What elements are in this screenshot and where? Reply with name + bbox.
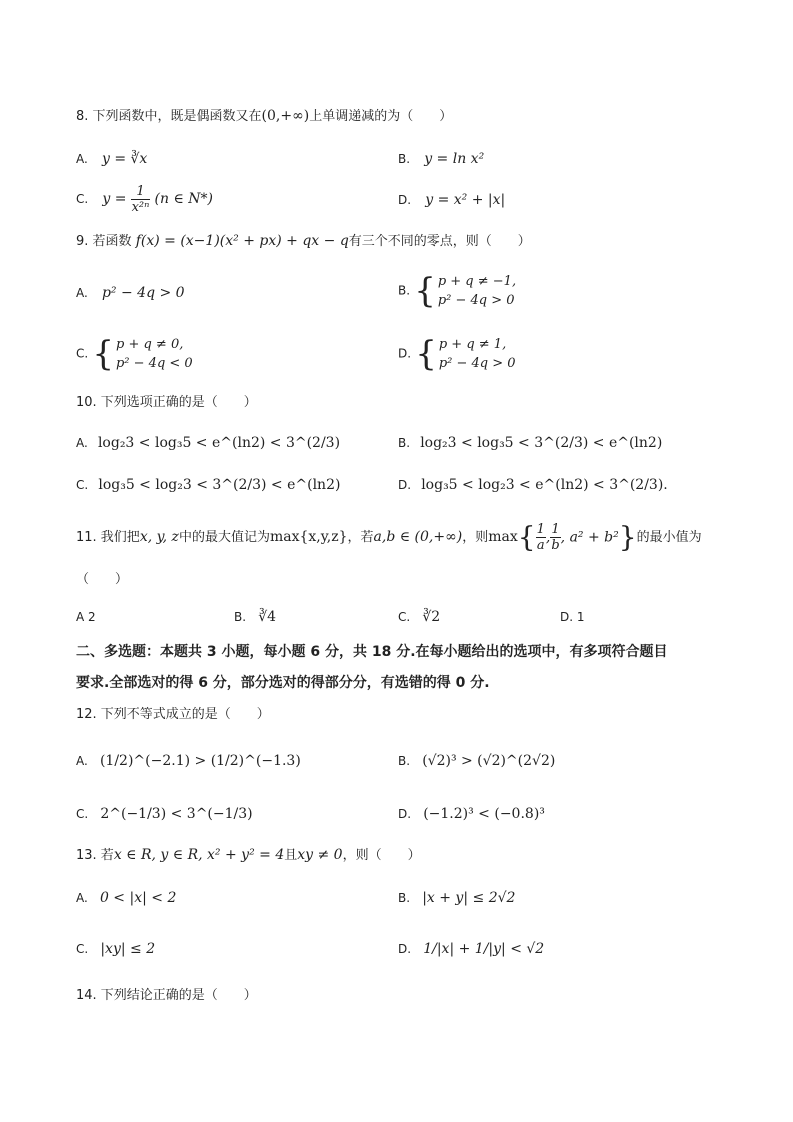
- option-label: B.: [398, 436, 411, 450]
- option-label: A.: [76, 436, 88, 450]
- left-brace-icon: {: [517, 520, 536, 554]
- system-row: p + q ≠ 0,: [115, 337, 184, 352]
- q11-stem-text: 11. 我们把: [76, 530, 140, 545]
- q10-a-math: log₂3 < log₃5 < e^(ln2) < 3^(2/3): [97, 435, 341, 451]
- denominator: x²ⁿ: [131, 200, 150, 215]
- q11-mid3: ，则: [462, 530, 489, 545]
- q8-option-d: [398, 191, 505, 210]
- option-label: C.: [76, 807, 89, 821]
- q10-b-math: log₂3 < log₃5 < 3^(2/3) < e^(ln2): [420, 435, 663, 451]
- option-label: D.: [398, 478, 412, 492]
- q13-stem: [76, 846, 421, 865]
- numerator: 1: [536, 522, 545, 537]
- q9-c-system: [92, 334, 192, 374]
- q9-option-d: [398, 334, 516, 374]
- q13-stem-text: 13. 若: [76, 848, 114, 863]
- q11-frac-1: [536, 522, 546, 553]
- q12-option-b: [398, 752, 555, 771]
- option-label: B.: [398, 152, 411, 166]
- q13-c-math: |xy| ≤ 2: [100, 941, 156, 957]
- option-label: A.: [76, 754, 88, 768]
- brace-icon: {: [415, 334, 437, 374]
- q13-d-math: 1/|x| + 1/|y| < √2: [423, 941, 545, 957]
- q13-b-math: |x + y| ≤ 2√2: [422, 890, 516, 906]
- q11-option-b: [234, 608, 276, 627]
- q9-d-system: [415, 334, 515, 374]
- q14-stem: 14. 下列结论正确的是（ ）: [76, 988, 257, 1003]
- q8-stem-text: 8. 下列函数中，既是偶函数又在: [76, 109, 262, 124]
- comma: ,: [545, 529, 551, 546]
- q11-option-c: [398, 608, 440, 627]
- q11-option-a: [76, 608, 96, 627]
- q12-a-math: (1/2)^(−2.1) > (1/2)^(−1.3): [99, 753, 301, 769]
- option-label: B.: [398, 891, 411, 905]
- q13-option-b: [398, 889, 515, 908]
- q12-option-d: [398, 805, 545, 824]
- option-label: A.: [76, 891, 88, 905]
- q13-cond: x ∈ R, y ∈ R, x² + y² = 4: [113, 847, 285, 863]
- q11-frac-2: [550, 522, 560, 553]
- q13-tail: ，则（ ）: [342, 848, 421, 863]
- q10-stem: 10. 下列选项正确的是（ ）: [76, 395, 257, 410]
- q12-c-math: 2^(−1/3) < 3^(−1/3): [100, 806, 253, 822]
- option-label: D.: [398, 346, 412, 361]
- system-row: p² − 4q > 0: [437, 293, 515, 308]
- system-row: p + q ≠ 1,: [438, 337, 507, 352]
- q8-b-math: y = ln x²: [424, 151, 485, 167]
- q13-option-a: [76, 889, 176, 908]
- q8-option-b: [398, 150, 484, 169]
- q9-a-math: p² − 4q > 0: [101, 285, 185, 301]
- option-label: C.: [76, 478, 89, 492]
- q8-stem: [76, 107, 452, 126]
- q13-cond2: xy ≠ 0: [297, 847, 343, 863]
- right-brace-icon: }: [618, 520, 637, 554]
- q12-stem: 12. 下列不等式成立的是（ ）: [76, 707, 270, 722]
- q11-stem: [76, 522, 702, 553]
- q9-stem-tail: 有三个不同的零点，则（ ）: [348, 234, 531, 249]
- q10-d-math: log₃5 < log₂3 < e^(ln2) < 3^(2/3).: [421, 477, 668, 493]
- q11-paren: （ ）: [76, 572, 129, 587]
- q9-function: f(x) = (x−1)(x² + px) + qx − q: [135, 233, 349, 249]
- q13-and: 且: [284, 848, 298, 863]
- q11-vars: x, y, z: [139, 529, 179, 545]
- q12-d-math: (−1.2)³ < (−0.8)³: [423, 806, 545, 822]
- q11-c-math: ∛2: [422, 609, 441, 625]
- q12-b-math: (√2)³ > (√2)^(2√2): [422, 753, 556, 769]
- q11-cond: a,b ∈ (0,+∞): [373, 529, 463, 545]
- option-label: D.: [398, 193, 412, 207]
- option-label: D.: [398, 807, 412, 821]
- q11-a-text: A 2: [76, 610, 96, 624]
- option-label: C.: [76, 192, 89, 206]
- q9-stem: [76, 232, 531, 251]
- option-label: D.: [398, 942, 412, 956]
- option-label: C.: [76, 942, 89, 956]
- section-heading-line-1: 二、多选题：本题共 3 小题，每小题 6 分，共 18 分.在每小题给出的选项中，有多项符合题目: [76, 644, 668, 660]
- q9-stem-text: 9. 若函数: [76, 234, 132, 249]
- q10-c-math: log₃5 < log₂3 < 3^(2/3) < e^(ln2): [98, 477, 341, 493]
- option-label: C.: [398, 610, 411, 624]
- q11-b-math: ∛4: [258, 609, 277, 625]
- q12-option-a: [76, 752, 301, 771]
- q10-option-a: [76, 434, 340, 453]
- brace-icon: {: [414, 271, 436, 311]
- q11-max-expr: max{x,y,z}: [269, 529, 348, 545]
- q9-option-b: [398, 271, 516, 311]
- q10-option-c: [76, 476, 340, 495]
- option-label: B.: [234, 610, 247, 624]
- system-row: p² − 4q < 0: [115, 356, 193, 371]
- option-label: B.: [398, 754, 411, 768]
- q11-option-d: [560, 608, 585, 627]
- q13-option-d: [398, 940, 544, 959]
- numerator: 1: [551, 522, 560, 537]
- q13-option-c: [76, 940, 155, 959]
- q11-d-text: D. 1: [560, 610, 585, 624]
- system-row: p² − 4q > 0: [438, 356, 516, 371]
- q11-expr-pre: max: [488, 529, 518, 545]
- q8-option-a: [76, 150, 147, 169]
- brace-icon: {: [92, 334, 114, 374]
- denominator: b: [551, 538, 560, 553]
- option-label: B.: [398, 283, 411, 298]
- q11-expr-tail: , a² + b²: [560, 529, 619, 546]
- q12-option-c: [76, 805, 253, 824]
- q9-option-a: [76, 284, 185, 303]
- option-label: A.: [76, 152, 88, 166]
- numerator: 1: [136, 184, 145, 199]
- option-label: A.: [76, 286, 88, 300]
- q8-c-post: (n ∈ N*): [154, 191, 213, 207]
- q8-interval: (0,+∞): [261, 108, 310, 124]
- q8-d-math: y = x² + |x|: [425, 192, 506, 208]
- q8-c-pre: y =: [102, 191, 127, 207]
- option-label: C.: [76, 346, 89, 361]
- q8-stem-tail: 上单调递减的为（ ）: [309, 109, 453, 124]
- q8-a-math: y = ∛x: [101, 151, 148, 167]
- q11-tail: 的最小值为: [636, 530, 702, 545]
- q8-c-fraction: [131, 184, 151, 215]
- q11-mid: 中的最大值记为: [178, 530, 270, 545]
- q10-option-d: [398, 476, 668, 495]
- q13-a-math: 0 < |x| < 2: [99, 890, 177, 906]
- q9-b-system: [414, 271, 516, 311]
- q10-option-b: [398, 434, 662, 453]
- system-row: p + q ≠ −1,: [437, 274, 517, 289]
- denominator: a: [536, 538, 545, 553]
- q8-option-c: [76, 184, 213, 215]
- q11-mid2: ，若: [347, 530, 374, 545]
- section-heading-line-2: 要求.全部选对的得 6 分，部分选对的得部分分，有选错的得 0 分.: [76, 675, 490, 691]
- q9-option-c: [76, 334, 193, 374]
